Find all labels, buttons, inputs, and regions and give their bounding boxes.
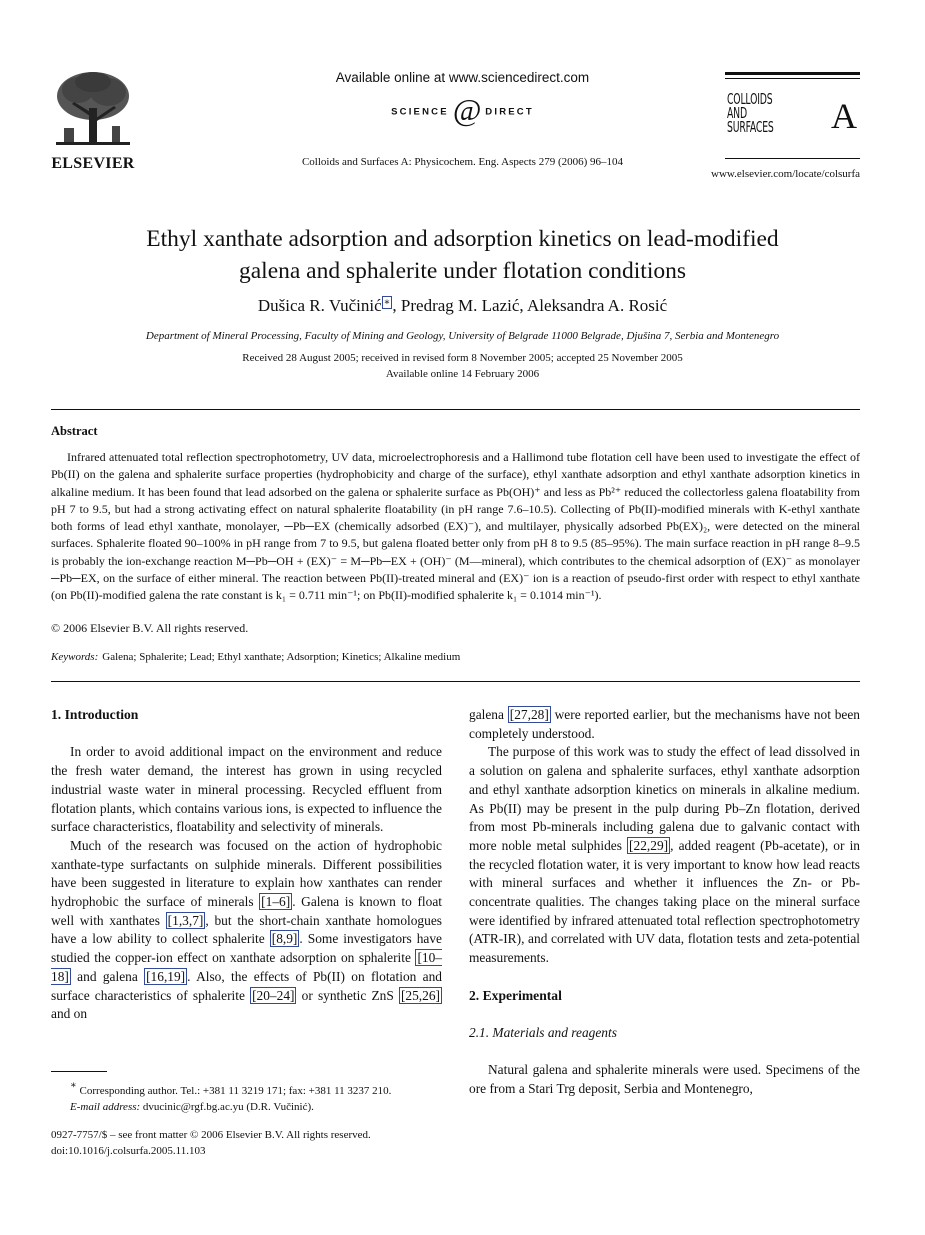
abstract-body bbox=[51, 449, 860, 605]
rule-below-abstract bbox=[51, 681, 860, 682]
available-date: Available online 14 February 2006 bbox=[385, 368, 540, 380]
publisher-name: ELSEVIER bbox=[51, 155, 135, 172]
author-1: Dušica R. Vučinić bbox=[257, 296, 382, 315]
rule-above-abstract bbox=[51, 409, 860, 410]
keywords-label: Keywords: bbox=[51, 651, 99, 663]
journal-reference: Colloids and Surfaces A: Physicochem. Eng. Aspects 279 (2006) 96–104 bbox=[301, 156, 624, 168]
brand-rule-thin bbox=[725, 78, 860, 79]
citation-link[interactable]: [25,26] bbox=[400, 987, 440, 1003]
footnote bbox=[51, 1078, 451, 1115]
abstract-heading: Abstract bbox=[51, 424, 98, 438]
email-label: E-mail address: bbox=[70, 1100, 141, 1113]
materials-paragraph: Natural galena and sphalerite minerals were used. Specimens of the ore from a Stari Trg deposit, Serbia and Montenegro, bbox=[469, 1062, 860, 1097]
affiliation: Department of Mineral Processing, Faculty of Mining and Geology, University of Belgrade 11000 Belgrade, Djušina 7, Serbia and Montenegro bbox=[145, 330, 780, 342]
intro-paragraph-1: In order to avoid additional impact on the environment and reduce the fresh water demand, the interest has grown in using recycled industrial waste water in mineral processing. Recycled effluent from flotation plants, which contains various ions, is expected to influence the surface characteristics, floatability and selectivity of minerals. bbox=[51, 744, 442, 835]
corresponding-mark[interactable]: ∗ bbox=[383, 297, 391, 308]
citation-link[interactable]: [8,9] bbox=[271, 931, 298, 947]
citation-link[interactable]: [20–24] bbox=[252, 987, 295, 1003]
citation-link[interactable]: [27,28] bbox=[509, 707, 549, 722]
sd-right: DIRECT bbox=[485, 106, 534, 118]
authors bbox=[0, 296, 925, 316]
left-column bbox=[51, 706, 442, 1024]
title-line-2: galena and sphalerite under flotation conditions bbox=[238, 258, 687, 284]
experimental-heading: 2. Experimental bbox=[469, 987, 562, 1003]
sciencedirect-available: Available online at www.sciencedirect.com bbox=[335, 70, 590, 85]
citation-link[interactable]: [1–6] bbox=[261, 894, 291, 910]
email-address[interactable]: dvucinic@rgf.bg.ac.yu (D.R. Vučinić). bbox=[142, 1100, 314, 1113]
citation-link[interactable]: [10–18] bbox=[51, 950, 442, 984]
sd-left: SCIENCE bbox=[391, 106, 449, 118]
issn-line: 0927-7757/$ – see front matter © 2006 Elsevier B.V. All rights reserved. bbox=[51, 1129, 371, 1141]
doi-line[interactable]: doi:10.1016/j.colsurfa.2005.11.103 bbox=[51, 1144, 206, 1157]
intro-heading: 1. Introduction bbox=[51, 707, 139, 722]
citation-link[interactable]: [16,19] bbox=[146, 968, 186, 984]
abstract-copyright: © 2006 Elsevier B.V. All rights reserved. bbox=[51, 621, 249, 635]
footnote-rule bbox=[51, 1071, 107, 1072]
brand-rule-bottom bbox=[725, 158, 860, 159]
article-title bbox=[0, 223, 925, 287]
right-column bbox=[469, 706, 860, 1099]
brand-letter: A bbox=[831, 96, 857, 136]
brand-name: COLLOIDS AND SURFACES bbox=[727, 90, 774, 136]
title-line-1: Ethyl xanthate adsorption and adsorption kinetics on lead-modified bbox=[146, 226, 779, 252]
materials-subheading: 2.1. Materials and reagents bbox=[469, 1024, 617, 1040]
received-dates: Received 28 August 2005; received in revised form 8 November 2005; accepted 25 November 2005 bbox=[242, 352, 683, 364]
journal-brand bbox=[725, 72, 860, 162]
footnote-email bbox=[51, 1100, 451, 1116]
journal-url[interactable]: www.elsevier.com/locate/colsurfa bbox=[711, 168, 860, 180]
footnote-mark: ∗ bbox=[70, 1080, 77, 1091]
authors-rest: , Predrag M. Lazić, Aleksandra A. Rosić bbox=[392, 296, 668, 315]
right-paragraph-2: The purpose of this work was to study the effect of lead dissolved in a solution on galena and sphalerite surfaces, ethyl xanthate adsorption and ethyl xanthate adsorption kinetics on minerals in alkaline medium. As Pb(II) may be present in the pulp during Pb–Zn flotation, derived from most Pb-minerals including galena due to galvanic contact with more noble metal sulphides [22,29] , added reagent (Pb-acetate), or in the recycled flotation water, it is very important to know how lead reacts with mineral surfaces and whether it influences the Zn- or Pb-concentrate qualities. The changes taking place on the mineral surface were identified by infrared attenuated total reflection spectrophotometry (ATR-IR), and correlated with UV data, flotation tests and zeta-potential measurements. bbox=[469, 744, 860, 966]
abstract-text: Infrared attenuated total reflection spectrophotometry, UV data, microelectrophoresis and a Hallimond tube flotation cell have been used to investigate the effect of Pb(II) on the galena and sphalerite surface properties (hydrophobicity and charge of the surface), ethyl xanthate adsorption and ethyl xanthate adsorption kinetics in alkaline medium. It has been found that lead adsorbed on the galena or sphalerite surface as Pb(OH)⁺ and less as Pb²⁺ reduced the collectorless galena floatability from pH 7 to 9.5, but had a strong activating effect on natural sphalerite floatability (in pH range 7.6–10.5). Collecting of Pb(II)-modified minerals with K-ethyl xanthate both forms of lead ethyl xanthate, monolayer, ─Pb─EX (chemically adsorbed (EX)⁻), and multilayer, physically adsorbed Pb(EX)₂, were detected on the mineral surfaces. Sphalerite floated 90–100% in pH range from 7 to 9.5, but galena floated better only from pH 8 to 9.5 (85–95%). The main surface reaction in pH range 8–9.5 is probably the ion-exchange reaction M─Pb─OH + (EX)⁻ = M─Pb─EX + (OH)⁻ (M—mineral), which contributes to the chemical adsorption of (EX)⁻ as monolayer ─Pb─EX, on the surface of either mineral. The reaction between Pb(II)-treated mineral and (EX)⁻ ion is a reaction of pseudo-first order with respect to ethyl xanthate (on Pb(II)-modified galena the rate constant is k₁ = 0.711 min⁻¹; on Pb(II)-modified sphalerite k₁ = 0.1014 min⁻¹). bbox=[51, 450, 860, 603]
keywords bbox=[51, 651, 460, 663]
issn-doi bbox=[51, 1128, 371, 1159]
right-paragraph-1: galena [27,28] were reported earlier, but the mechanisms have not been completely understood. bbox=[469, 707, 860, 741]
sd-at-icon: @ bbox=[452, 92, 482, 127]
citation-link[interactable]: [22,29] bbox=[629, 837, 669, 853]
article-dates bbox=[0, 350, 925, 382]
brand-rule-top bbox=[725, 72, 860, 75]
keywords-list: Galena; Sphalerite; Lead; Ethyl xanthate; Adsorption; Kinetics; Alkaline medium bbox=[102, 651, 461, 663]
intro-paragraph-2: Much of the research was focused on the action of hydrophobic xanthate-type surfactants on sulphide minerals. Different possibilities have been suggested in literature to explain how xanthates can render hydrophobic the surface of minerals [1–6] . Galena is known to float well with xanthates [1,3,7] , but the short-chain xanthate homologues have a low ability to collect sphalerite [8,9] . Some investigators have studied the copper-ion effect on xanthate adsorption on sphalerite [10–18] and galena [16,19] . Also, the effects of Pb(II) on flotation and surface characteristics of sphalerite [20–24] or synthetic ZnS [25,26] and on bbox=[51, 837, 442, 1022]
citation-link[interactable]: [1,3,7] bbox=[167, 912, 204, 928]
footnote-corresponding: ∗ Corresponding author. Tel.: +381 11 3219 171; fax: +381 11 3237 210. bbox=[70, 1080, 392, 1097]
